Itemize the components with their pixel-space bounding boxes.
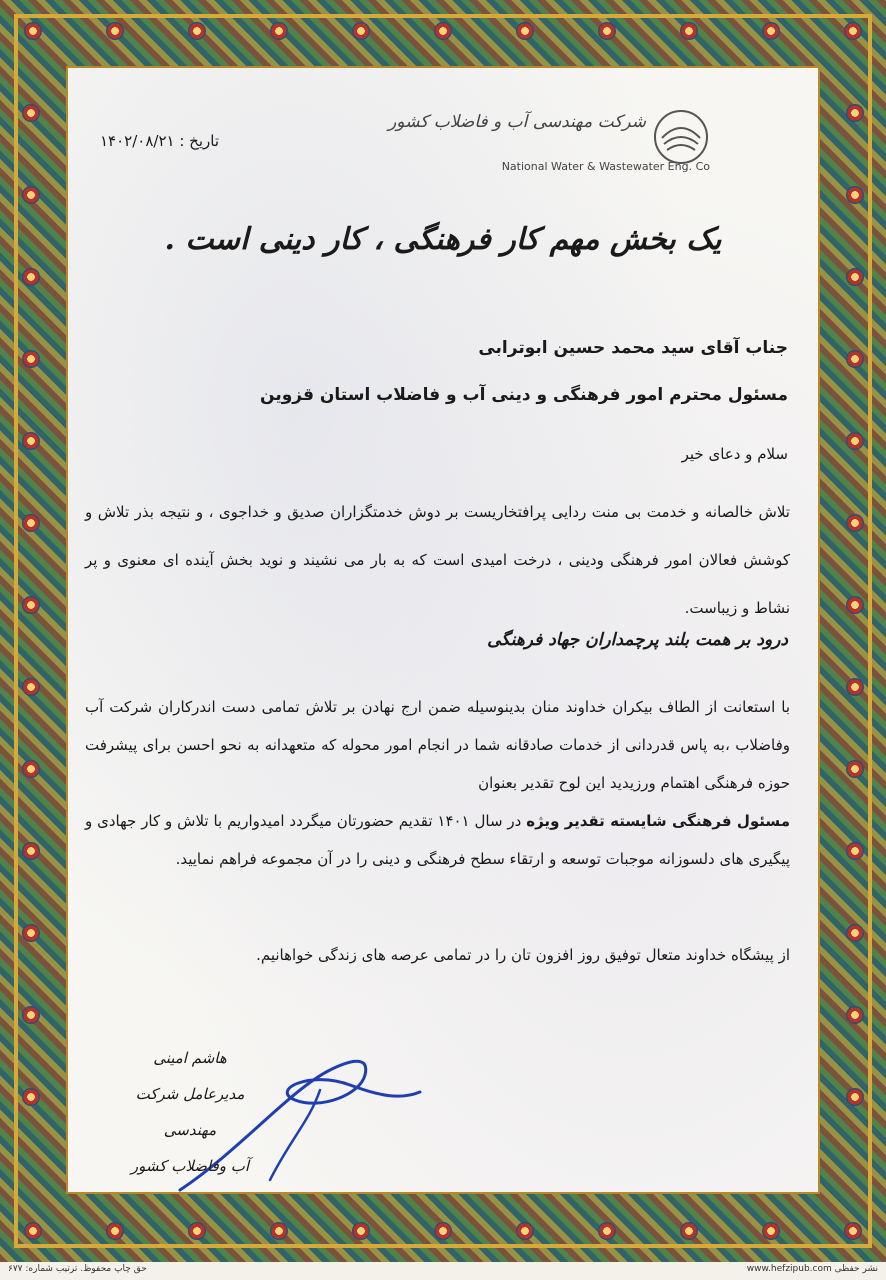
border-medallion (22, 678, 40, 696)
border-medallion (22, 186, 40, 204)
border-medallion (846, 268, 864, 286)
border-medallion (846, 1088, 864, 1106)
company-logo (388, 108, 710, 178)
border-medallion (22, 1006, 40, 1024)
motto: درود بر همت بلند پرچمداران جهاد فرهنگی (487, 630, 788, 650)
border-medallion (22, 268, 40, 286)
footer-publisher: www.hefzipub.com نشر حفظی (746, 1264, 878, 1274)
border-medallion (516, 22, 534, 40)
border-medallion (844, 22, 862, 40)
water-drop-emblem-icon (652, 108, 710, 166)
border-medallion (22, 104, 40, 122)
border-medallion (846, 186, 864, 204)
border-medallion (22, 432, 40, 450)
issue-date: تاریخ : ۱۴۰۲/۰۸/۲۱ (100, 132, 219, 150)
logo-text-english: National Water & Wastewater Eng. Co (501, 160, 710, 173)
border-medallion (22, 596, 40, 614)
border-medallion (846, 514, 864, 532)
signatory-name: هاشم امینی (153, 1049, 227, 1067)
border-medallion (352, 22, 370, 40)
border-medallion (846, 432, 864, 450)
signatory-title-line1: مدیرعامل شرکت مهندسی (135, 1085, 245, 1139)
border-medallion (680, 22, 698, 40)
border-medallion (846, 1006, 864, 1024)
signatory-title-line2: آب وفاضلاب کشور (130, 1157, 250, 1175)
border-medallion (762, 22, 780, 40)
border-medallion (22, 842, 40, 860)
paragraph-intro: تلاش خالصانه و خدمت بی منت ردایی پرافتخاریست بر دوش خدمتگزاران صدیق و خداجوی ، و نتیجه بذر تلاش و کوشش فعالان امور فرهنگی ودینی ، درخت امیدی است که به بار می نشیند و نوید بخش آینده ای معنوی و پر نشاط و زیباست. (85, 503, 790, 617)
appreciation-text-before: با استعانت از الطاف بیکران خداوند منان بدینوسیله ضمن ارج نهادن بر تلاش تمامی دست اندرکاران شرکت آب وفاضلاب ،به پاس قدردانی از خدمات صادقانه شما در انجام امور محوله که متعهدانه به نحو احسن برای پیشرفت حوزه فرهنگی اهتمام ورزیدید این لوح تقدیر بعنوان (85, 698, 790, 792)
border-medallion (106, 22, 124, 40)
border-medallion (846, 924, 864, 942)
appreciation-title: مسئول فرهنگی شایسته تقدیر ویژه (526, 812, 790, 830)
border-medallion (598, 1222, 616, 1240)
border-medallion (846, 760, 864, 778)
border-medallion (846, 104, 864, 122)
border-medallion (598, 22, 616, 40)
border-medallion (24, 1222, 42, 1240)
border-medallion (270, 22, 288, 40)
border-medallion (846, 596, 864, 614)
border-medallion (270, 1222, 288, 1240)
border-medallion (188, 1222, 206, 1240)
border-medallion (24, 22, 42, 40)
border-medallion (516, 1222, 534, 1240)
closing-line: از پیشگاه خداوند متعال توفیق روز افزون تان را در تمامی عرصه های زندگی خواهانیم. (256, 946, 790, 964)
recipient-role: مسئول محترم امور فرهنگی و دینی آب و فاضلاب استان قزوین (260, 385, 788, 405)
border-medallion (22, 350, 40, 368)
border-medallion (680, 1222, 698, 1240)
border-medallion (22, 1088, 40, 1106)
paragraph-appreciation (85, 688, 790, 878)
border-medallion (846, 350, 864, 368)
border-medallion (762, 1222, 780, 1240)
border-medallion (434, 1222, 452, 1240)
footer-copyright: حق چاپ محفوظ. ترتیب شماره: ۶۷۷ (8, 1264, 147, 1274)
border-medallion (844, 1222, 862, 1240)
recipient-name: جناب آقای سید محمد حسین ابوترابی (478, 338, 788, 358)
border-medallion (188, 22, 206, 40)
greeting: سلام و دعای خیر (681, 445, 788, 463)
signatory-block (130, 1040, 250, 1184)
border-medallion (22, 760, 40, 778)
border-medallion (106, 1222, 124, 1240)
appreciation-text-after: در سال ۱۴۰۱ تقدیم حضورتان میگردد امیدواریم با تلاش و کار جهادی و پیگیری های دلسوزانه موجبات توسعه و ارتقاء سطح فرهنگی و دینی را در آن مجموعه فراهم نمایید. (85, 812, 790, 868)
headline: یک بخش مهم کار فرهنگی ، کار دینی است . (164, 222, 722, 257)
border-medallion (22, 924, 40, 942)
border-medallion (846, 842, 864, 860)
border-medallion (434, 22, 452, 40)
border-medallion (846, 678, 864, 696)
logo-text-persian: شرکت مهندسی آب و فاضلاب کشور (388, 112, 646, 132)
border-medallion (352, 1222, 370, 1240)
border-medallion (22, 514, 40, 532)
